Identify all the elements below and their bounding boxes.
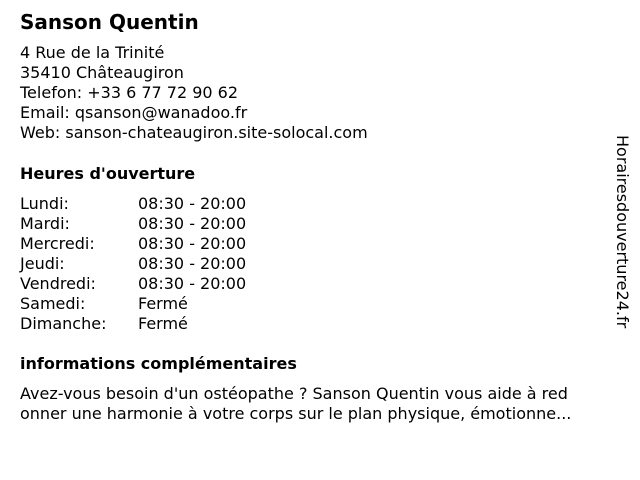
- watermark-text: Horairesdouverture24.fr: [613, 135, 632, 329]
- day-label: Lundi:: [20, 194, 69, 213]
- contact-block: [20, 43, 368, 143]
- day-label: Jeudi:: [20, 254, 65, 273]
- phone-line: Telefon: +33 6 77 72 90 62: [20, 83, 239, 102]
- website-line: Web: sanson-chateaugiron.site-solocal.com: [20, 123, 368, 142]
- opening-hours-heading: Heures d'ouverture: [20, 164, 196, 183]
- description-line: onner une harmonie à votre corps sur le plan physique, émotionne...: [20, 404, 572, 423]
- city-postcode: 35410 Châteaugiron: [20, 63, 184, 82]
- hours-value: 08:30 - 20:00: [138, 274, 247, 293]
- business-description: [20, 384, 571, 424]
- business-name: Sanson Quentin: [20, 10, 199, 34]
- day-label: Samedi:: [20, 294, 86, 313]
- day-label: Mardi:: [20, 214, 70, 233]
- hours-value: Fermé: [138, 314, 188, 333]
- hours-value: 08:30 - 20:00: [138, 254, 247, 273]
- hours-value: 08:30 - 20:00: [138, 194, 247, 213]
- hours-value: 08:30 - 20:00: [138, 234, 247, 253]
- day-label: Mercredi:: [20, 234, 95, 253]
- hours-value: Fermé: [138, 294, 188, 313]
- hours-value: 08:30 - 20:00: [138, 214, 247, 233]
- day-label: Vendredi:: [20, 274, 96, 293]
- street-address: 4 Rue de la Trinité: [20, 43, 165, 62]
- day-label: Dimanche:: [20, 314, 107, 333]
- email-line: Email: qsanson@wanadoo.fr: [20, 103, 248, 122]
- additional-info-heading: informations complémentaires: [20, 354, 297, 373]
- site-watermark: [612, 135, 636, 365]
- description-line: Avez-vous besoin d'un ostéopathe ? Sanson Quentin vous aide à red: [20, 384, 568, 403]
